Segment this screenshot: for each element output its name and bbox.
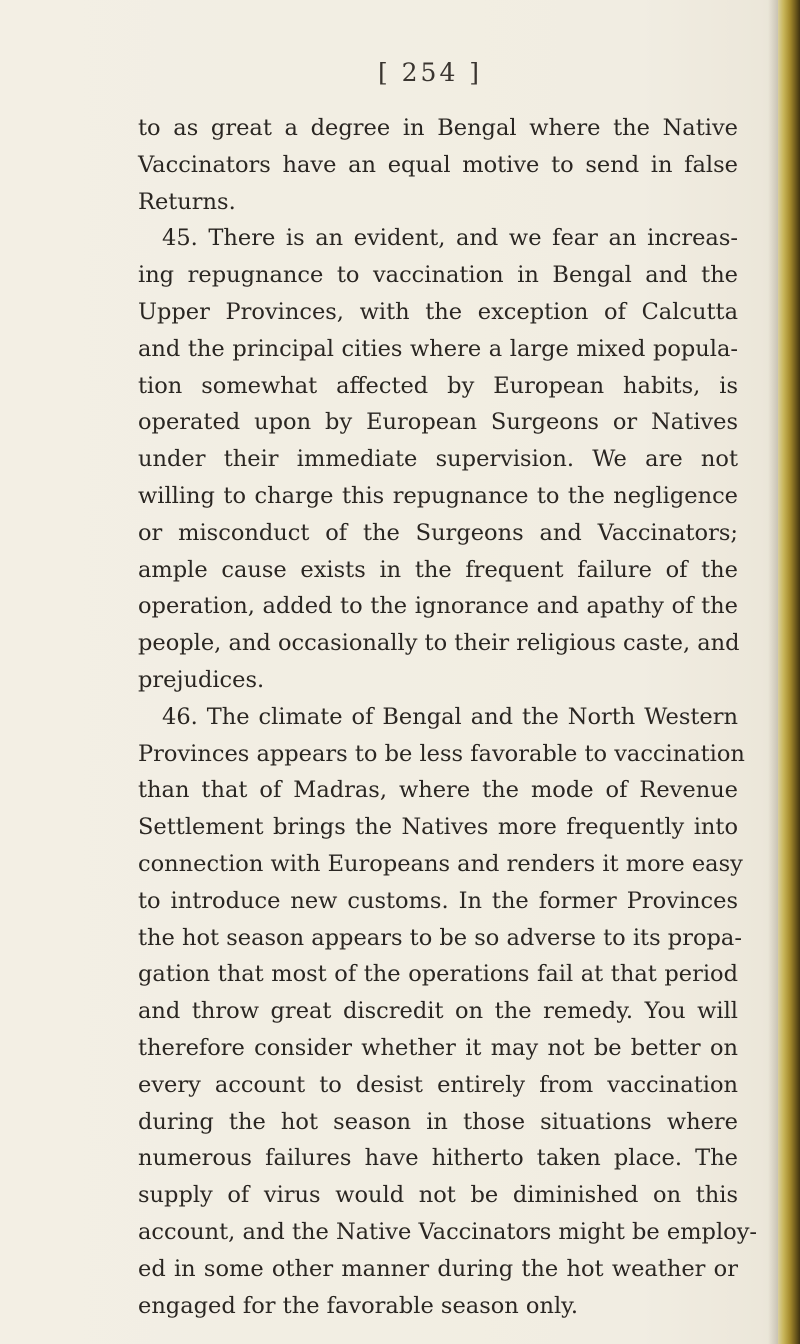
text-line: prejudices. (138, 666, 265, 693)
text-line: ing repugnance to vaccination in Bengal and the (138, 262, 738, 289)
gilded-page-edge (778, 0, 800, 1344)
body-text (138, 110, 758, 1324)
text-line: than that of Madras, where the mode of Revenue (138, 777, 738, 804)
text-line: Vaccinators have an equal motive to send in false (138, 151, 738, 178)
text-line: Settlement brings the Natives more frequently into (138, 814, 738, 841)
text-line: gation that most of the operations fail at that period (138, 961, 738, 988)
text-line: or misconduct of the Surgeons and Vaccinators; (138, 519, 738, 546)
text-line: the hot season appears to be so adverse to its propa- (138, 924, 742, 951)
text-line: account, and the Native Vaccinators might be employ- (138, 1218, 758, 1245)
text-line: and throw great discredit on the remedy. You will (138, 998, 738, 1025)
text-line: every account to desist entirely from vaccination (138, 1071, 738, 1098)
text-line: ed in some other manner during the hot weather or (138, 1255, 738, 1282)
text-line: people, and occasionally to their religious caste, and (138, 630, 740, 657)
text-line: Returns. (138, 188, 236, 215)
text-line: and the principal cities where a large mixed popula- (138, 335, 738, 362)
text-line: supply of virus would not be diminished on this (138, 1182, 738, 1209)
text-line: operation, added to the ignorance and apathy of the (138, 593, 738, 620)
text-line: engaged for the favorable season only. (138, 1292, 579, 1319)
text-line: to as great a degree in Bengal where the Native (138, 115, 738, 141)
text-line: willing to charge this repugnance to the negligence (138, 482, 738, 509)
text-line: Provinces appears to be less favorable to vaccination (138, 740, 745, 767)
text-line: Upper Provinces, with the exception of Calcutta (138, 298, 738, 325)
text-line: ample cause exists in the frequent failure of the (138, 556, 738, 583)
text-line: connection with Europeans and renders it more easy (138, 850, 743, 877)
text-line: therefore consider whether it may not be better on (138, 1034, 738, 1061)
text-line: 46. The climate of Bengal and the North Western (162, 703, 738, 730)
text-line: operated upon by European Surgeons or Natives (138, 409, 738, 436)
text-line: numerous failures have hitherto taken place. The (138, 1145, 738, 1172)
text-line: tion somewhat affected by European habits, is (138, 372, 738, 399)
text-line: under their immediate supervision. We are not (138, 446, 738, 473)
page-number: [ 254 ] (377, 58, 483, 87)
text-line: 45. There is an evident, and we fear an increas- (162, 225, 738, 252)
page-gutter-shadow (768, 0, 778, 1344)
text-line: to introduce new customs. In the former Provinces (138, 887, 738, 914)
text-line: during the hot season in those situations where (138, 1108, 738, 1135)
